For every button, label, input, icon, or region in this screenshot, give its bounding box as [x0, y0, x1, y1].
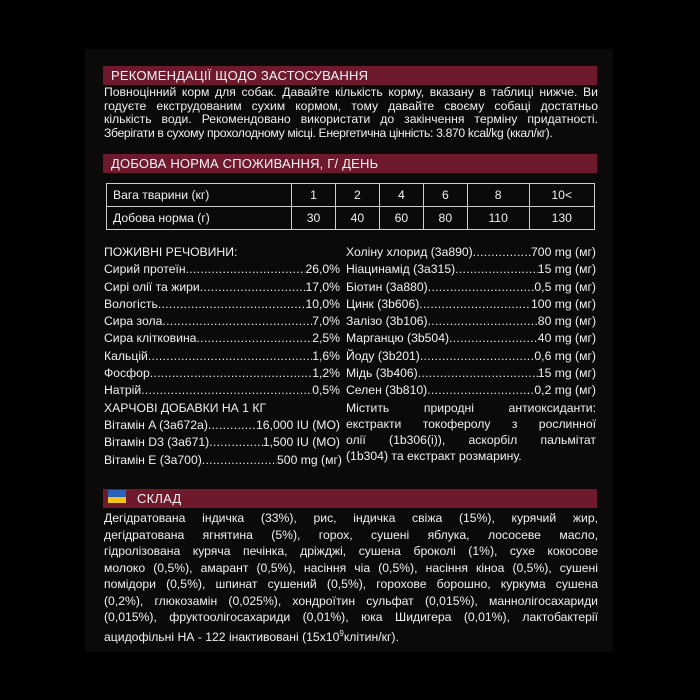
mineral-value: 100 mg (мг): [531, 296, 596, 311]
recommendations-header: РЕКОМЕНДАЦІЇ ЩОДО ЗАСТОСУВАННЯ: [103, 66, 597, 85]
composition-line: гідролізована куряча печінка, дріжджі, сушена броколі (1%), сухе кокосове: [104, 544, 598, 558]
nutrient-value: 10,0%: [305, 296, 340, 311]
nutrient-row: [104, 330, 340, 347]
nutrient-value: 2,5%: [312, 331, 340, 346]
weight-label: Вага тварини (кг): [107, 184, 292, 207]
composition-line: помідори (0,5%), шпинат сушений (0,5%), горохове борошно, куркума сушена: [104, 577, 598, 591]
nutrient-row: [104, 313, 340, 330]
norm-row: [107, 207, 595, 230]
mineral-value: 700 mg (мг): [531, 245, 596, 259]
additive-value: 1,500 IU (МО): [262, 435, 340, 450]
composition-last-before: ацидофільні НА - 122 інактивовані (15х10: [104, 629, 340, 644]
weight-row: [107, 184, 595, 207]
composition-last-line: [104, 626, 598, 646]
mineral-name: Марганцю (3b504): [346, 331, 450, 346]
mineral-value: 80 mg (мг): [537, 314, 596, 329]
nutrient-name: Сира зола: [104, 314, 163, 329]
mineral-row: [346, 313, 596, 330]
daily-norm-table: [106, 183, 595, 230]
mineral-value: 15 mg (мг): [537, 262, 596, 277]
mineral-row: [346, 244, 596, 261]
mineral-row: [346, 261, 596, 278]
nutrient-name: Вологість: [104, 296, 158, 311]
composition-line: (0,2%), глюкозамін (0,025%), хондроїтин сульфат (0,015%), маннолігосахариди: [104, 593, 598, 608]
nutrient-value: 1,2%: [312, 366, 340, 381]
recommendations-line: годуєте екструдованим сухим кормом, тому давайте своєму собаці достатньо: [104, 98, 598, 113]
weight-cell: 2: [335, 184, 379, 207]
nutrient-value: 26,0%: [305, 262, 340, 277]
additive-value: 16,000 IU (МО): [256, 417, 340, 432]
nutrient-value: 0,5%: [312, 383, 340, 398]
norm-cell: 80: [423, 207, 467, 230]
nutrient-value: 7,0%: [312, 314, 340, 329]
additive-name: Вітамін A (3a672a): [104, 417, 208, 432]
norm-label: Добова норма (г): [107, 207, 292, 230]
norm-cell: 40: [335, 207, 379, 230]
nutrient-name: Фосфор: [104, 366, 150, 381]
antioxidants-line: олії (1b306(i)), аскорбіл пальмітат: [346, 432, 596, 447]
nutrients-heading: ПОЖИВНІ РЕЧОВИНИ:: [104, 245, 238, 259]
mineral-value: 0,6 mg (мг): [534, 348, 596, 363]
nutrients-column: [104, 244, 340, 469]
composition-text: [104, 510, 598, 645]
recommendations-text: [104, 86, 598, 141]
nutrient-name: Кальцій: [104, 348, 148, 363]
recommendations-line: Повноцінний корм для собак. Давайте кількість корму, вказану в таблиці нижче. Ви: [104, 85, 598, 99]
recommendations-line: Зберігати в сухому прохолодному місці. Енергетична цінність: 3.870 kcal/kg (ккал/кг).: [104, 126, 553, 141]
mineral-name: Йоду (3b201): [346, 348, 420, 363]
recommendations-line: кількість води. Рекомендовано використати до закінчення терміну придатності.: [104, 112, 598, 127]
nutrient-value: 1,6%: [312, 348, 340, 363]
weight-cell: 6: [423, 184, 467, 207]
nutrient-name: Сирі олії та жири: [104, 279, 200, 294]
additive-value: 500 mg (мг): [277, 452, 342, 467]
nutrient-value: 17,0%: [305, 279, 340, 294]
additive-row: [104, 452, 342, 469]
mineral-row: [346, 279, 596, 296]
mineral-name: Біотин (3a880): [346, 279, 428, 294]
weight-cell: 4: [379, 184, 423, 207]
mineral-row: [346, 348, 596, 365]
nutrient-row: [104, 279, 340, 296]
weight-cell: 8: [467, 184, 529, 207]
weight-cell: 1: [292, 184, 336, 207]
ukraine-flag-icon: [108, 490, 126, 503]
mineral-name: Залізо (3b106): [346, 314, 428, 329]
minerals-column: [346, 244, 596, 464]
mineral-name: Селен (3b810): [346, 383, 428, 398]
mineral-row: [346, 296, 596, 313]
weight-cell: 10<: [529, 184, 595, 207]
additive-name: Вітамін D3 (3a671): [104, 435, 210, 450]
composition-last-after: клітин/кг).: [343, 629, 399, 644]
daily-norm-header: ДОБОВА НОРМА СПОЖИВАННЯ, Г/ ДЕНЬ: [103, 154, 597, 173]
flag-bottom-stripe: [108, 497, 126, 504]
composition-last-sup: 9: [339, 628, 344, 638]
antioxidants-line: Містить природні антиоксиданти:: [346, 400, 596, 415]
nutrient-row: [104, 296, 340, 313]
mineral-row: [346, 382, 596, 399]
norm-cell: 60: [379, 207, 423, 230]
norm-cell: 130: [529, 207, 595, 230]
mineral-value: 15 mg (мг): [537, 366, 596, 381]
norm-cell: 30: [292, 207, 336, 230]
additive-row: [104, 434, 340, 451]
composition-line: Дегідратована індичка (33%), рис, індичка свіжа (15%), курячий жир,: [104, 511, 598, 525]
additive-row: [104, 417, 340, 434]
mineral-row: [346, 330, 596, 347]
mineral-value: 0,2 mg (мг): [534, 383, 596, 398]
nutrient-name: Сира клітковина: [104, 331, 197, 346]
nutrient-row: [104, 365, 340, 382]
nutrient-name: Сирий протеїн: [104, 262, 186, 277]
composition-line: молоко (0,5%), амарант (0,5%), насіння чіа (0,5%), насіння кіноа (0,5%), сушені: [104, 560, 598, 575]
mineral-name: Холіну хлорид (3a890): [346, 245, 473, 259]
mineral-value: 0,5 mg (мг): [534, 279, 596, 294]
nutrient-row: [104, 348, 340, 365]
composition-line: дегідратована ягнятина (5%), горох, сушені яблука, лососеве масло,: [104, 527, 598, 542]
composition-header: СКЛАД: [103, 489, 597, 508]
additive-name: Вітамін E (3a700): [104, 452, 202, 467]
norm-cell: 110: [467, 207, 529, 230]
antioxidants-line: екстракти токоферолу з рослинної: [346, 416, 596, 431]
mineral-name: Мідь (3b406): [346, 366, 418, 381]
composition-line: (0,015%), фруктоолігосахариди (0,01%), юка Шидигера (0,01%), лактобактерії: [104, 610, 598, 624]
mineral-name: Ніацинамід (3a315): [346, 262, 456, 277]
mineral-row: [346, 365, 596, 382]
mineral-value: 40 mg (мг): [537, 331, 596, 346]
additives-heading: ХАРЧОВІ ДОБАВКИ НА 1 КГ: [104, 400, 267, 415]
nutrient-name: Натрій: [104, 383, 142, 398]
nutrient-row: [104, 382, 340, 399]
antioxidants-line: (1b304) та екстракт розмарину.: [346, 448, 522, 463]
nutrient-row: [104, 261, 340, 278]
mineral-name: Цинк (3b606): [346, 296, 420, 311]
